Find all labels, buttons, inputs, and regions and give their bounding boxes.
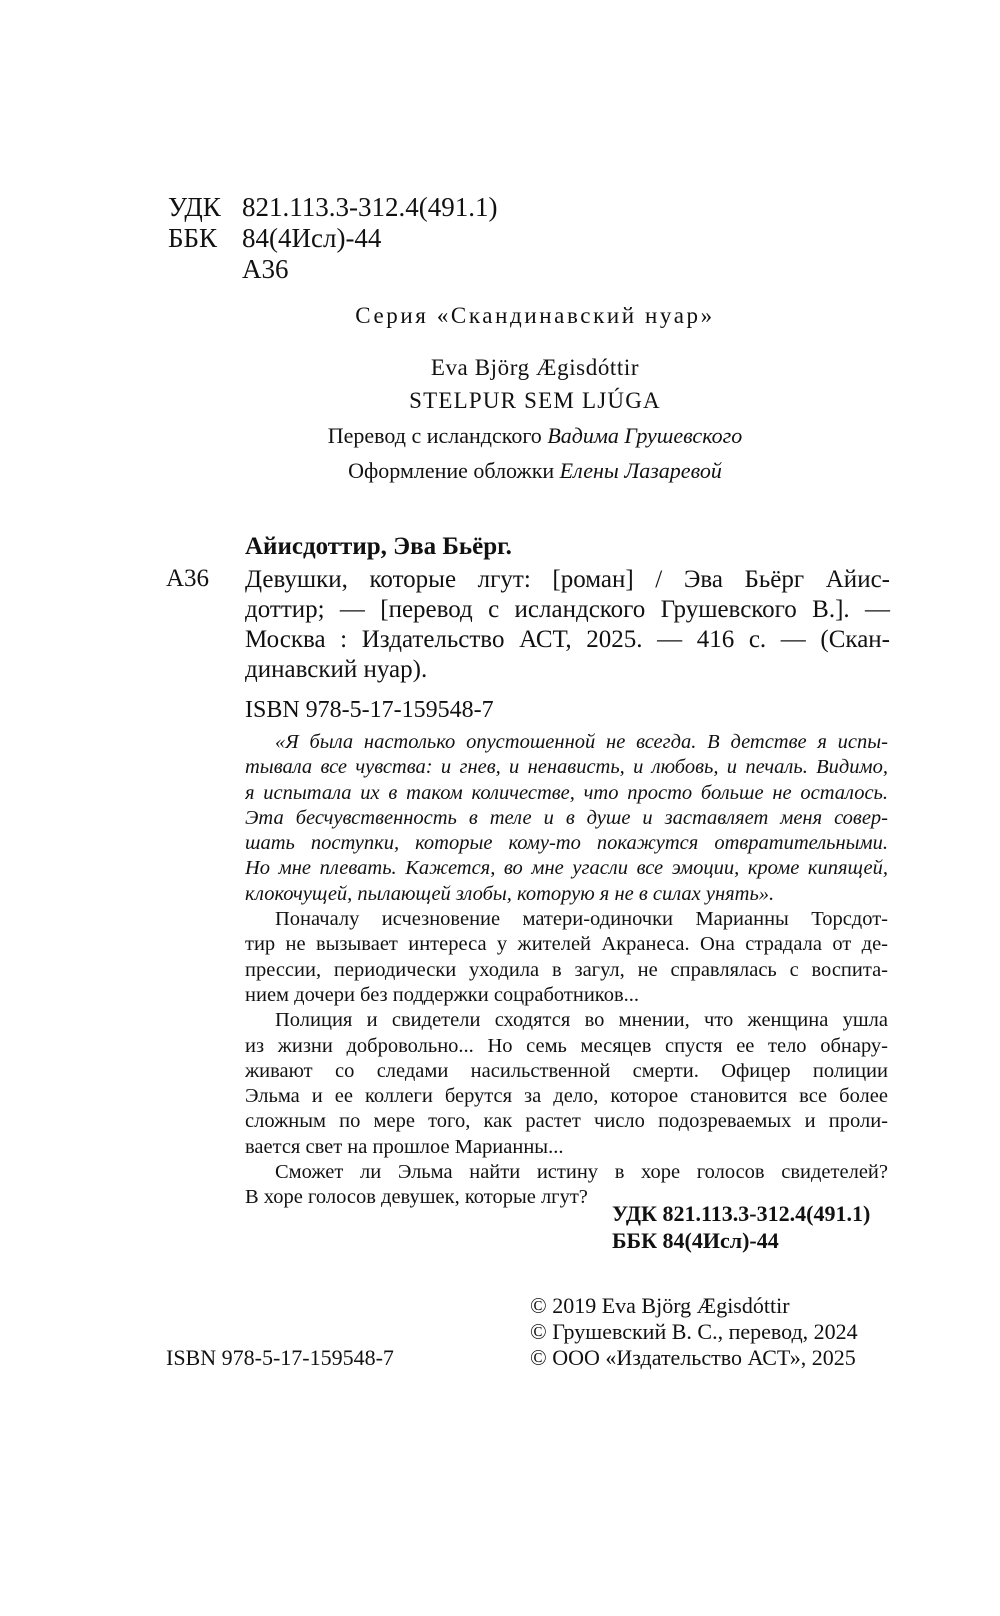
author-mark: А36 (242, 254, 289, 284)
paragraph-line: живают со следами насильственной смерти. Офицер полиции (245, 1059, 888, 1082)
cover-designer-name: Елены Лазаревой (559, 458, 722, 483)
bbk-label: ББК (168, 223, 218, 253)
annotation-paragraph (245, 907, 888, 1008)
udk-label: УДК (168, 192, 221, 222)
paragraph-line: из жизни добровольно... Но семь месяцев спустя ее тело обнару- (245, 1034, 888, 1057)
paragraph-line: В хоре голосов девушек, которые лгут? (245, 1186, 588, 1209)
copyright-block (530, 1293, 858, 1371)
bbk-value: 84(4Исл)-44 (242, 223, 382, 253)
author-mark-row (168, 254, 497, 285)
isbn-bottom: ISBN 978-5-17-159548-7 (166, 1345, 394, 1370)
paragraph-line: Полиция и свидетели сходятся во мнении, что женщина ушла (275, 1009, 888, 1032)
udk-value: 821.113.3-312.4(491.1) (242, 192, 498, 222)
translator-name: Вадима Грушевского (547, 423, 743, 448)
quote-line: Но мне плевать. Кажется, во мне угасли все эмоции, кроме кипящей, (245, 857, 888, 880)
copyright-line: © 2019 Eva Björg Ægisdóttir (530, 1293, 790, 1318)
copyright-line: © ООО «Издательство АСТ», 2025 (530, 1345, 856, 1370)
isbn-record: ISBN 978-5-17-159548-7 (245, 697, 494, 723)
classification-bottom (612, 1200, 870, 1254)
bibliographic-description (245, 565, 890, 685)
translation-credit (180, 423, 890, 449)
quote-line: «Я была настолько опустошенной не всегда. В детстве я испы- (275, 731, 888, 753)
bibliographic-code: А36 (166, 565, 210, 592)
cover-prefix: Оформление обложки (348, 458, 555, 483)
quote-line: шать поступки, которые кому-то покажутся отвратительными. (245, 832, 888, 855)
bibliographic-line: динавский нуар). (245, 656, 428, 683)
udk-bottom: УДК 821.113.3-312.4(491.1) (612, 1201, 871, 1226)
quote-line: я испытала их в таком количестве, что просто больше не осталось. (245, 781, 888, 804)
original-author: Eva Björg Ægisdóttir (430, 355, 640, 380)
original-title: STELPUR SEM LJÚGA (409, 388, 661, 413)
paragraph-line: тир не вызывает интереса у жителей Акранеса. Она страдала от де- (245, 933, 888, 956)
cover-credit (180, 458, 890, 484)
quote-line: клокочущей, пылающей злобы, которую я не в силах унять». (245, 882, 775, 905)
annotation (245, 730, 888, 1211)
bibliographic-author: Айисдоттир, Эва Бьёрг. (245, 533, 512, 560)
series-title: Серия «Скандинавский нуар» (355, 303, 715, 328)
bbk-bottom: ББК 84(4Исл)-44 (612, 1228, 779, 1253)
translation-prefix: Перевод с исландского (327, 423, 542, 448)
bibliographic-line: Москва : Издательство АСТ, 2025. — 416 с. — (Скан- (245, 626, 890, 653)
paragraph-line: вается свет на прошлое Марианны... (245, 1135, 564, 1158)
bbk-row (168, 223, 497, 254)
classification-codes (168, 192, 497, 285)
annotation-paragraph (245, 1008, 888, 1160)
bibliographic-line: доттир; — [перевод с исландского Грушевского В.]. — (245, 596, 890, 623)
paragraph-line: нием дочери без поддержки соцработников... (245, 983, 640, 1006)
quote-line: Эта бесчувственность в теле и в душе и заставляет меня совер- (245, 806, 888, 829)
annotation-quote (245, 730, 888, 907)
paragraph-line: Эльма и ее коллеги берутся за дело, которое становится все более (245, 1085, 888, 1108)
paragraph-line: сложным по мере того, как растет число подозреваемых и проли- (245, 1110, 888, 1133)
paragraph-line: прессии, периодически уходила в загул, не справлялась с воспита- (245, 958, 888, 981)
copyright-line: © Грушевский В. С., перевод, 2024 (530, 1319, 858, 1344)
quote-line: тывала все чувства: и гнев, и ненависть, и любовь, и печаль. Видимо, (245, 756, 888, 779)
paragraph-line: Сможет ли Эльма найти истину в хоре голосов свидетелей? (275, 1161, 888, 1184)
udk-row (168, 192, 497, 223)
bibliographic-line: Девушки, которые лгут: [роман] / Эва Бьёрг Айис- (245, 566, 890, 593)
paragraph-line: Поначалу исчезновение матери-одиночки Марианны Торсдот- (275, 908, 888, 931)
